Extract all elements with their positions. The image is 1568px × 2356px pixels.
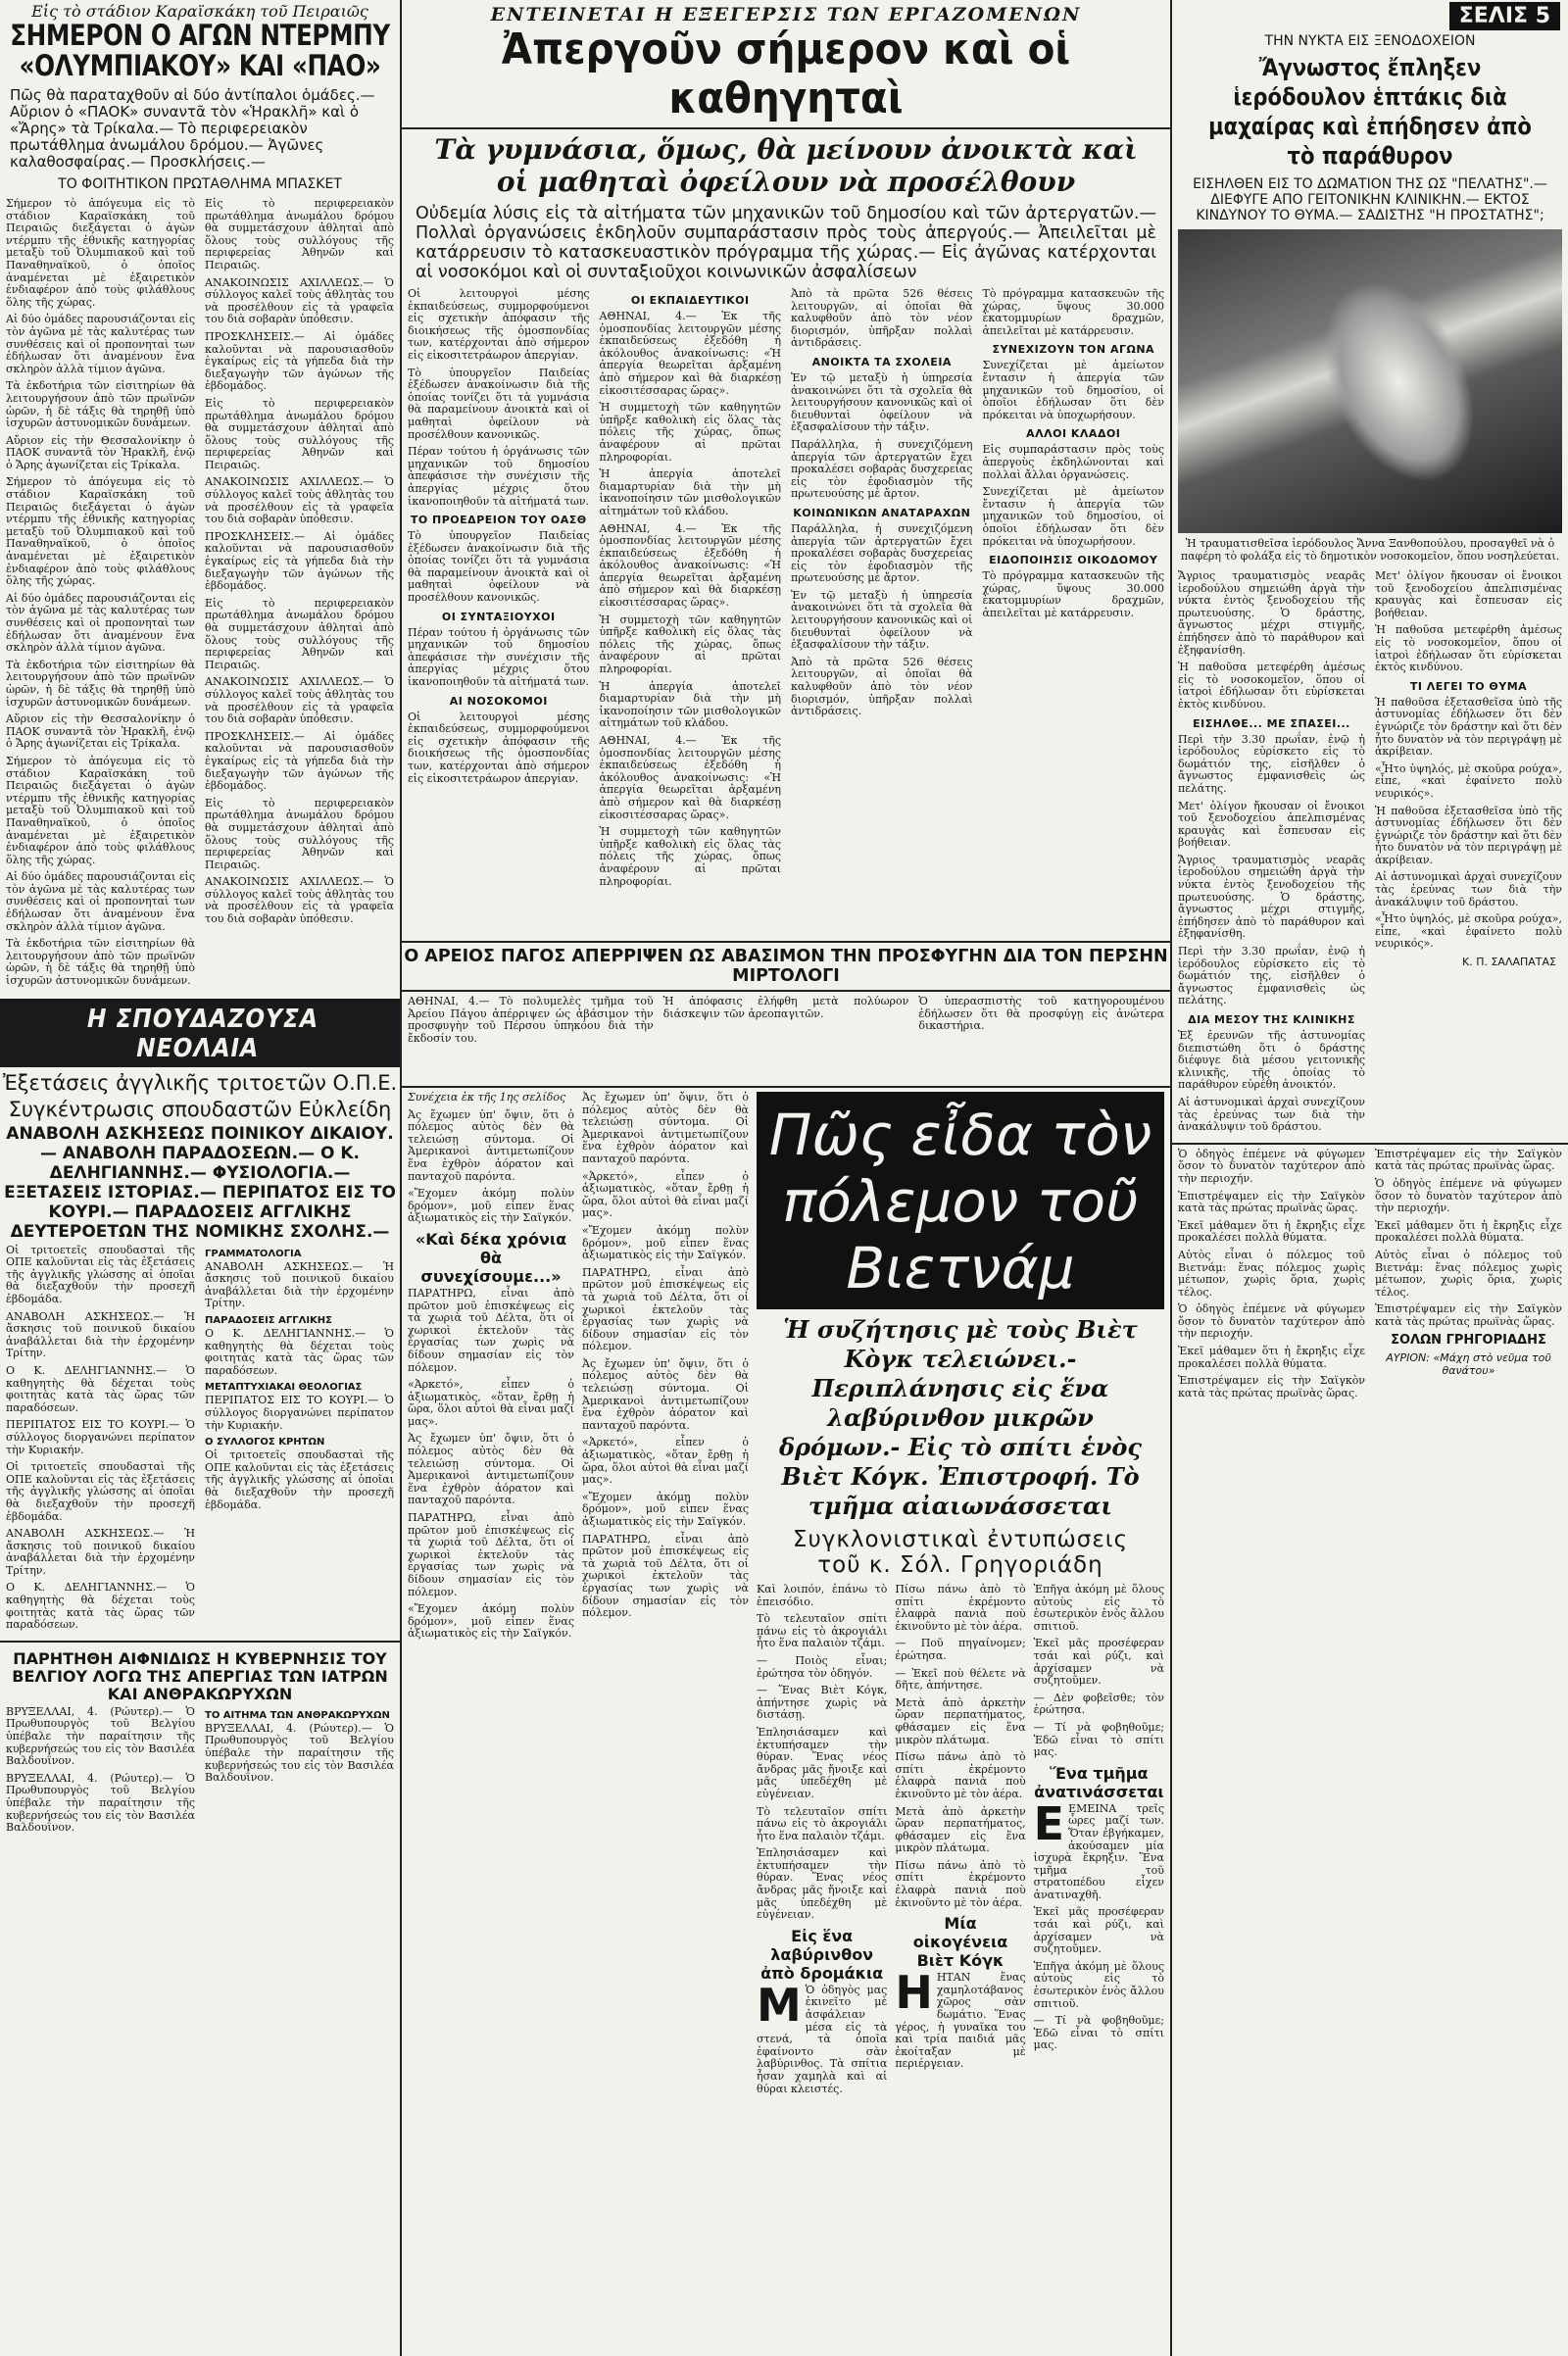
student-paragraph: Οἱ τριτοετεῖς σπουδασταὶ τῆς ΟΠΕ καλοῦνται εἰς τὰς ἐξετάσεις τῆς ἀγγλικῆς γλώσσης αἱ ὁποῖαι θὰ διεξαχθοῦν τὴν προσεχῆ ἑβδομάδα.	[6, 1243, 195, 1305]
hotel-paragraph: Περὶ τὴν 3.30 πρωΐαν, ἐνῷ ἡ ἱερόδουλος εὑρίσκετο εἰς τὸ δωμάτιόν της, εἰσῆλθεν ὁ ἄγνωστος ἐμφανισθεὶς ὡς πελάτης.	[1178, 945, 1365, 1007]
strikes-paragraph: Ἐν τῷ μεταξὺ ἡ ὑπηρεσία ἀνακοινώνει ὅτι τὰ σχολεῖα θὰ λειτουργήσουν κανονικῶς καὶ οἱ διευθυνταὶ ὀφείλουν νὰ ἐξασφαλίσουν τὴν τάξιν.	[791, 370, 973, 434]
strikes-paragraph: Πέραν τούτου ἡ ὀργάνωσις τῶν μηχανικῶν τοῦ δημοσίου ἀπεφάσισε τὴν συνέχισιν τῆς ἀπεργίας μέχρις ὅτου ἱκανοποιηθοῦν τὰ αἰτήματά των.	[408, 625, 590, 689]
strikes-paragraph: Ἐν τῷ μεταξὺ ἡ ὑπηρεσία ἀνακοινώνει ὅτι τὰ σχολεῖα θὰ λειτουργήσουν κανονικῶς καὶ οἱ διευθυνταὶ ὀφείλουν νὰ ἐξασφαλίσουν τὴν τάξιν.	[791, 588, 973, 652]
court-paragraph: Ὁ ὑπερασπιστὴς τοῦ κατηγορουμένου ἐδήλωσεν ὅτι θὰ προσφύγῃ εἰς ἀνώτερα δικαστήρια.	[918, 996, 1165, 1033]
vietnam-deck: Ἡ συζήτησις μὲ τοὺς Βιὲτ Κὸγκ τελειώνει.- Περιπλάνησις εἰς ἕνα λαβύρινθον μικρῶν δρόμων.- Εἰς τὸ σπίτι ἑνὸς Βιὲτ Κόγκ. Ἐπιστροφή. Τὸ τμῆμα αἰαιωνάσσεται	[779, 1315, 1142, 1520]
belgium-body	[0, 1706, 400, 1840]
vietnam-paragraph: Πίσω πάνω ἀπὸ τὸ σπίτι ἐκρέμοντο ἐλαφρὰ πανιὰ ποὺ ἐκινοῦντο μὲ τὸν ἀέρα.	[895, 1858, 1026, 1909]
sports-paragraph: Αἱ δύο ὁμάδες παρουσιάζονται εἰς τὸν ἀγῶνα μὲ τὰς καλυτέρας των συνθέσεις καὶ οἱ προπονηταὶ των ἐδήλωσαν ὅτι ἀναμένουν ἕνα σκληρὸν ἀλλὰ τίμιον ἀγῶνα.	[6, 313, 195, 375]
basket-subhead: ΤΟ ΦΟΙΤΗΤΙΚΟΝ ΠΡΩΤΑΘΛΗΜΑ ΜΠΑΣΚΕΤ	[58, 176, 342, 192]
vietnam-paragraph: «Ἀρκετό», εἶπεν ὁ ἀξιωματικὸς, «ὅταν ἔρθῃ ἡ ὥρα, ὅλοι αὐτοὶ θὰ εἶναι μαζί μας».	[582, 1169, 749, 1220]
strikes-paragraph: Τὸ πρόγραμμα κατασκευῶν τῆς χώρας, ὕψους 30.000 ἑκατομμυρίων δραχμῶν, ἀπειλεῖται μὲ κατάρρευσιν.	[982, 287, 1164, 337]
strikes-paragraph: Ἀπὸ τὰ πρῶτα 526 θέσεις λειτουργῶν, αἱ ὁποῖαι θὰ καλυφθοῦν ἀπὸ τὸν νέον διορισμόν, ὑπῆρξαν πολλαὶ ἀντιδράσεις.	[791, 287, 973, 350]
sports-paragraph: ΑΝΑΚΟΙΝΩΣΙΣ ΑΧΙΛΛΕΩΣ.— Ὁ σύλλογος καλεῖ τοὺς ἀθλητὰς του νὰ προσέλθουν εἰς τὰ γραφεῖα του διὰ σοβαρὰν ὑπόθεσιν.	[205, 475, 394, 526]
strikes-paragraph: Ἡ συμμετοχὴ τῶν καθηγητῶν ὑπῆρξε καθολικὴ εἰς ὅλας τὰς πόλεις τῆς χώρας, ὅπως ἀναφέρουν αἱ πρῶται πληροφορίαι.	[599, 401, 781, 464]
student-paragraph: ΑΝΑΒΟΛΗ ΑΣΚΗΣΕΩΣ.— Ἡ ἄσκησις τοῦ ποινικοῦ δικαίου ἀναβάλλεται διὰ τὴν ἐρχομένην Τρίτην.	[205, 1259, 394, 1310]
labyrinth-subhead: Εἰς ἕνα λαβύρινθον ἀπὸ δρομάκια	[760, 1926, 884, 1983]
continue-subhead: ΣΥΝΕΧΙΖΟΥΝ ΤΟΝ ΑΓΩΝΑ	[992, 343, 1155, 357]
other-branches-subhead: ΑΛΛΟΙ ΚΛΑΔΟΙ	[1026, 427, 1121, 441]
vietnam-intro-label: Συνέχεια ἐκ τῆς 1ης σελίδος	[408, 1091, 566, 1104]
vietnam-paragraph: Ἐπῆγα ἀκόμη μὲ ὅλους αὐτοὺς εἰς τὸ ἐσωτερικὸν ἑνὸς ἄλλου σπιτιοῦ.	[1033, 1583, 1164, 1633]
euclid-headline: Συγκέντρωσις σπουδαστῶν Εὐκλείδη	[8, 1097, 392, 1121]
vietnam-paragraph: Μετὰ ἀπὸ ἀρκετὴν ὥραν περπατήματος, φθάσαμεν εἰς ἕνα μικρὸν πλάτωμα.	[895, 1695, 1026, 1746]
photo-caption: Ἡ τραυματισθεῖσα ἱερόδουλος Ἄννα Ξανθοπούλου, προσαγθεῖ νὰ ὁ παφέρη τὸ φολάξα εἰς τὸ δημοτικὸν νοσοκομεῖον, ὅπου νοσηλεύεται.	[1180, 537, 1560, 563]
sports-paragraph: Εἰς τὸ περιφερειακὸν πρωτάθλημα ἀνωμάλου δρόμου θὰ συμμετάσχουν ἀθληταὶ ἀπὸ ὅλους τοὺς συλλόγους τῆς περιφερείας Ἀθηνῶν καὶ Πειραιῶς.	[205, 596, 394, 671]
vietnam-paragraph: «Ἔχομεν ἀκόμη πολὺν δρόμον», μοῦ εἶπεν ἕνας ἀξιωματικὸς εἰς τὴν Σαϊγκόν.	[582, 1223, 749, 1262]
strikes-paragraph: Τὸ ὑπουργεῖον Παιδείας ἐξέδωσεν ἀνακοίνωσιν διὰ τῆς ὁποίας τονίζει ὅτι τὰ γυμνάσια θὰ παραμείνουν ἀνοικτὰ καὶ οἱ μαθηταὶ ὀφείλουν νὰ προσέλθουν κανονικῶς.	[408, 529, 590, 605]
vietnam-paragraph: Ὁ ὁδηγὸς ἐπέμενε νὰ φύγωμεν ὅσον τὸ δυνατὸν ταχύτερον ἀπὸ τὴν περιοχήν.	[1375, 1176, 1562, 1215]
unrest-subhead: ΚΟΙΝΩΝΙΚΩΝ ΑΝΑΤΑΡΑΧΩΝ	[793, 506, 971, 519]
literature-subhead: ΓΡΑΜΜΑΤΟΛΟΓΙΑ	[205, 1248, 302, 1259]
hotel-paragraph: Αἱ ἀστυνομικαὶ ἀρχαὶ συνεχίζουν τὰς ἐρεύνας των διὰ τὴν ἀνακάλυψιν τοῦ δράστου.	[1178, 1095, 1365, 1134]
strikes-paragraph: Παράλληλα, ἡ συνεχιζόμενη ἀπεργία τῶν ἀρτεργατῶν ἔχει προκαλέσει σοβαρὰς δυσχερείας εἰς τὸν ἐφοδιασμὸν τῆς πρωτευούσης μὲ ἄρτον.	[791, 521, 973, 585]
belgium-paragraph: ΒΡΥΞΕΛΛΑΙ, 4. (Ρώυτερ).— Ὁ Πρωθυπουργὸς τοῦ Βελγίου ὑπέβαλε τὴν παραίτησιν τῆς κυβερνήσεώς του εἰς τὸν Βασιλέα Βαλδουΐνον.	[6, 1771, 195, 1835]
strikes-paragraph: Οἱ λειτουργοὶ μέσης ἐκπαιδεύσεως, συμμορφούμενοι εἰς σχετικὴν ἀπόφασιν τῆς διοικήσεως τῆς ὁμοσπονδίας των, κατέρχονται ἀπὸ σήμερον εἰς εἰκοσιτετράωρον ἀπεργίαν.	[408, 710, 590, 785]
vietnam-paragraph: Ἀς ἔχωμεν ὑπ' ὄψιν, ὅτι ὁ πόλεμος αὐτὸς δὲν θὰ τελειώσῃ σύντομα. Οἱ Ἀμερικανοὶ ἀντιμετωπίζουν ἕνα ἐχθρὸν ἀόρατον καὶ πανταχοῦ παρόντα.	[582, 1091, 749, 1165]
sports-paragraph: Εἰς τὸ περιφερειακὸν πρωτάθλημα ἀνωμάλου δρόμου θὰ συμμετάσχουν ἀθληταὶ ἀπὸ ὅλους τοὺς συλλόγους τῆς περιφερείας Ἀθηνῶν καὶ Πειραιῶς.	[205, 396, 394, 471]
ten-years-quote: «Καὶ δέκα χρόνια θὰ συνεχίσουμε...»	[415, 1229, 567, 1286]
strikes-paragraph: Ἡ ἀπεργία ἀποτελεῖ διαμαρτυρίαν διὰ τὴν μὴ ἱκανοποίησιν τῶν μισθολογικῶν αἰτημάτων τοῦ κλάδου.	[599, 679, 781, 730]
sports-paragraph: ΑΝΑΚΟΙΝΩΣΙΣ ΑΧΙΛΛΕΩΣ.— Ὁ σύλλογος καλεῖ τοὺς ἀθλητὰς του νὰ προσέλθουν εἰς τὰ γραφεῖα του διὰ σοβαρὰν ὑπόθεσιν.	[205, 675, 394, 726]
strikes-paragraph: Ἡ συμμετοχὴ τῶν καθηγητῶν ὑπῆρξε καθολικὴ εἰς ὅλας τὰς πόλεις τῆς χώρας, ὅπως ἀναφέρουν αἱ πρῶται πληροφορίαι.	[599, 613, 781, 676]
family-subhead: Μία οἰκογένεια Βιὲτ Κόγκ	[912, 1914, 1008, 1971]
dropcap-letter: Η	[895, 1966, 933, 2020]
sports-paragraph: Τὰ ἐκδοτήρια τῶν εἰσιτηρίων θὰ λειτουργήσουν ἀπὸ τῶν πρωϊνῶν ὡρῶν, ἡ δὲ τάξις θὰ τηρηθῇ ὑπὸ ἰσχυρῶν ἀστυνομικῶν δυνάμεων.	[6, 937, 195, 988]
sports-kicker: Εἰς τὸ στάδιον Καραϊσκάκη τοῦ Πειραιῶς	[31, 2, 368, 21]
strikes-deck: Οὐδεμία λύσις εἰς τὰ αἰτήματα τῶν μηχανικῶν τοῦ δημοσίου καὶ τῶν ἀρτεργατῶν.— Πολλαὶ ὀργανώσεις ἐκδηλοῦν συμπαράστασιν πρὸς τοὺς ἀπεργούς.— Ἀπειλεῖται μὲ κατάρρευσιν τὸ κατασκευαστικὸν πρόγραμμα τῆς χώρας.— Εἰς ἀγῶνας κατέρχονται αἱ νοσοκόμοι καὶ οἱ συνταξιοῦχοι κοινωνικῶν ἀσφαλίσεων	[416, 204, 1156, 282]
vietnam-headline: Πῶς εἶδα τὸν πόλεμον τοῦ Βιετνάμ	[768, 1102, 1152, 1301]
sports-paragraph: Σήμερον τὸ ἀπόγευμα εἰς τὸ στάδιον Καραϊσκάκη τοῦ Πειραιῶς διεξάγεται ὁ ἀγὼν ντέρμπυ τῆς ἐθνικῆς κατηγορίας μεταξὺ τοῦ Ὀλυμπιακοῦ καὶ τοῦ Παναθηναϊκοῦ, ὁ ὁποῖος ἀναμένεται μὲ ἐξαιρετικὸν ἐνδιαφέρον ἀπὸ τοὺς φιλάθλους ὅλης τῆς χώρας.	[6, 197, 195, 309]
vietnam-paragraph: «Ἔχομεν ἀκόμη πολὺν δρόμον», μοῦ εἶπεν ἕνας ἀξιωματικὸς εἰς τὴν Σαϊγκόν.	[408, 1602, 574, 1641]
strikes-paragraph: Ἀπὸ τὰ πρῶτα 526 θέσεις λειτουργῶν, αἱ ὁποῖαι θὰ καλυφθοῦν ἀπὸ τὸν νέον διορισμόν, ὑπῆρξαν πολλαὶ ἀντιδράσεις.	[791, 655, 973, 718]
student-paragraph: Ο Κ. ΔΕΛΗΓΙΑΝΝΗΣ.— Ὁ καθηγητὴς θὰ δέχεται τοὺς φοιτητὰς κατὰ τὰς ὥρας τῶν παραδόσεων.	[205, 1327, 394, 1377]
dropcap-letter: Μ	[757, 1978, 802, 2032]
strikes-paragraph: Πέραν τούτου ἡ ὀργάνωσις τῶν μηχανικῶν τοῦ δημοσίου ἀπεφάσισε τὴν συνέχισιν τῆς ἀπεργίας μέχρις ὅτου ἱκανοποιηθοῦν τὰ αἰτήματά των.	[408, 445, 590, 508]
areios-pagos-body	[402, 996, 1170, 1082]
strikes-paragraph: Παράλληλα, ἡ συνεχιζόμενη ἀπεργία τῶν ἀρτεργατῶν ἔχει προκαλέσει σοβαρὰς δυσχερείας εἰς τὸν ἐφοδιασμὸν τῆς πρωτευούσης μὲ ἄρτον.	[791, 437, 973, 501]
vietnam-paragraph: Μετὰ ἀπὸ ἀρκετὴν ὥραν περπατήματος, φθάσαμεν εἰς ἕνα μικρὸν πλάτωμα.	[895, 1804, 1026, 1855]
strikes-paragraph: Ἡ ἀπεργία ἀποτελεῖ διαμαρτυρίαν διὰ τὴν μὴ ἱκανοποίησιν τῶν μισθολογικῶν αἰτημάτων τοῦ κλάδου.	[599, 467, 781, 517]
strikes-headline: Ἀπεργοῦν σήμερον καὶ οἱ καθηγηταὶ	[501, 25, 1071, 123]
entered-subhead: ΕΙΣΗΛΘΕ... ΜΕ ΣΠΑΣΕΙ...	[1193, 716, 1350, 730]
hotel-paragraph: Ἡ παθοῦσα ἐξετασθεῖσα ὑπὸ τῆς ἀστυνομίας ἐδήλωσεν ὅτι δὲν ἐγνώριζε τὸν δράστην καὶ ὅτι δὲν ἦτο δυνατὸν νὰ τὸν περιγράψῃ μὲ ἀκρίβειαν.	[1375, 804, 1562, 866]
strikes-paragraph: Οἱ λειτουργοὶ μέσης ἐκπαιδεύσεως, συμμορφούμενοι εἰς σχετικὴν ἀπόφασιν τῆς διοικήσεως τῆς ὁμοσπονδίας των, κατέρχονται ἀπὸ σήμερον εἰς εἰκοσιτετράωρον ἀπεργίαν.	[408, 287, 590, 362]
vietnam-paragraph: Αὐτὸς εἶναι ὁ πόλεμος τοῦ Βιετνάμ: ἕνας πόλεμος χωρὶς μέτωπον, χωρὶς ὅρια, χωρὶς τέλος.	[1375, 1248, 1562, 1299]
left-column	[0, 0, 400, 2356]
student-paragraph: Ο Κ. ΔΕΛΗΓΙΑΝΝΗΣ.— Ὁ καθηγητὴς θὰ δέχεται τοὺς φοιτητὰς κατὰ τὰς ὥρας τῶν παραδόσεων.	[6, 1363, 195, 1414]
vietnam-paragraph: ΕΕΜΕΙΝΑ τρεῖς ὧρες μαζί των. Ὅταν ἐβγήκαμεν, ἀκούσαμεν μία ἰσχυρὰ ἔκρηξιν. Ἕνα τμῆμα τοῦ στρατοπέδου εἶχεν ἀνατιναχθῆ.	[1033, 1796, 1164, 1901]
strikes-paragraph: ΑΘΗΝΑΙ, 4.— Ἐκ τῆς ὁμοσπονδίας λειτουργῶν μέσης ἐκπαιδεύσεως ἐξεδόθη ἡ ἀκόλουθος ἀνακοίνωσις: «Ἡ ἀπεργία θεωρεῖται ἀρξαμένη ἀπὸ σήμερον καὶ θὰ διαρκέσῃ εἰκοσιτέσσαρας ὥρας».	[599, 521, 781, 610]
student-paragraph: ΑΝΑΒΟΛΗ ΑΣΚΗΣΕΩΣ.— Ἡ ἄσκησις τοῦ ποινικοῦ δικαίου ἀναβάλλεται διὰ τὴν ἐρχομένην Τρίτην.	[6, 1527, 195, 1577]
vietnam-paragraph: Πίσω πάνω ἀπὸ τὸ σπίτι ἐκρέμοντο ἐλαφρὰ πανιὰ ποὺ ἐκινοῦντο μὲ τὸν ἀέρα.	[895, 1750, 1026, 1800]
strikes-paragraph: Ἡ συμμετοχὴ τῶν καθηγητῶν ὑπῆρξε καθολικὴ εἰς ὅλας τὰς πόλεις τῆς χώρας, ὅπως ἀναφέρουν αἱ πρῶται πληροφορίαι.	[599, 825, 781, 888]
vietnam-paragraph: — Τί νὰ φοβηθοῦμε; Ἐδῶ εἶναι τὸ σπίτι μας.	[1033, 2014, 1164, 2052]
vietnam-paragraph: Αὐτὸς εἶναι ὁ πόλεμος τοῦ Βιετνάμ: ἕνας πόλεμος χωρὶς μέτωπον, χωρὶς ὅρια, χωρὶς τέλος.	[1178, 1248, 1365, 1299]
english-subhead: ΠΑΡΑΔΟΣΕΙΣ ΑΓΓΛΙΚΗΣ	[205, 1315, 333, 1326]
student-section-band: Η ΣΠΟΥΔΑΖΟΥΣΑ ΝΕΟΛΑΙΑ	[0, 999, 400, 1067]
belgium-paragraph: ΒΡΥΞΕΛΛΑΙ, 4. (Ρώυτερ).— Ὁ Πρωθυπουργὸς τοῦ Βελγίου ὑπέβαλε τὴν παραίτησιν τῆς κυβερνήσεώς του εἰς τὸν Βασιλέα Βαλδουΐνον.	[6, 1704, 195, 1768]
hotel-paragraph: «Ἦτο ὑψηλός, μὲ σκοῦρα ρούχα», εἶπε, «καὶ ἐφαίνετο πολὺ νευρικός».	[1375, 912, 1562, 951]
strikes-paragraph: Συνεχίζεται μὲ ἀμείωτον ἔντασιν ἡ ἀπεργία τῶν μηχανικῶν τοῦ δημοσίου, οἱ ὁποῖοι ἐδήλωσαν ὅτι δὲν πρόκειται νὰ ὑποχωρήσουν.	[982, 359, 1164, 421]
hotel-paragraph: Ἡ παθοῦσα ἐξετασθεῖσα ὑπὸ τῆς ἀστυνομίας ἐδήλωσεν ὅτι δὲν ἐγνώριζε τὸν δράστην καὶ ὅτι δὲν ἦτο δυνατὸν νὰ τὸν περιγράψῃ μὲ ἀκρίβειαν.	[1375, 695, 1562, 759]
center-column	[402, 0, 1170, 2356]
miners-subhead: ΤΟ ΑΙΤΗΜΑ ΤΩΝ ΑΝΘΡΑΚΩΡΥΧΩΝ	[205, 1709, 390, 1721]
vietnam-paragraph: Τὸ τελευταῖον σπίτι πάνω εἰς τὸ ἀκρογιάλι ἦτο ἕνα παλαιὸν τζάμι.	[757, 1612, 888, 1650]
vietnam-paragraph: ΠΑΡΑΤΗΡΩ, εἶναι ἀπὸ πρῶτον μοῦ ἐπισκέψεως εἰς τὰ χωριὰ τοῦ Δέλτα, ὅτι οἱ χωρικοὶ ἐκτελοῦν τὰς ἐργασίας των χωρὶς νὰ δίδουν σημασίαν εἰς τὸν πόλεμον.	[408, 1286, 574, 1374]
vietnam-paragraph: Ἐκεῖ μάθαμεν ὅτι ἡ ἔκρηξις εἶχε προκαλέσει πολλὰ θύματα.	[1178, 1218, 1365, 1245]
vietnam-paragraph: Ἐκεῖ μάθαμεν ὅτι ἡ ἔκρηξις εἶχε προκαλέσει πολλὰ θύματα.	[1375, 1218, 1562, 1245]
vietnam-paragraph: — Ποῦ πηγαίνομεν; ἐρώτησα.	[895, 1637, 1026, 1662]
vietnam-paragraph: Ἀς ἔχωμεν ὑπ' ὄψιν, ὅτι ὁ πόλεμος αὐτὸς δὲν θὰ τελειώσῃ σύντομα. Οἱ Ἀμερικανοὶ ἀντιμετωπίζουν ἕνα ἐχθρὸν ἀόρατον καὶ πανταχοῦ παρόντα.	[408, 1432, 574, 1507]
vietnam-paragraph: Ἐπλησιάσαμεν καὶ ἐκτυπήσαμεν τὴν θύραν. Ἕνας νέος ἄνδρας μᾶς ἤνοιξε καὶ μᾶς ὑπεδέχθη μὲ εὐγένειαν.	[757, 1846, 888, 1922]
hotel-paragraph: Ἄγριος τραυματισμὸς νεαρᾶς ἱεροδούλου σημειώθη ἀργὰ τὴν νύκτα ἐντὸς ξενοδοχείου τῆς πρωτευούσης. Ὁ δράστης, ἄγνωστος μέχρι στιγμῆς, ἐπήδησεν ἀπὸ τὸ παράθυρον καὶ ἐξηφανίσθη.	[1178, 569, 1365, 657]
vietnam-paragraph: ΠΑΡΑΤΗΡΩ, εἶναι ἀπὸ πρῶτον μοῦ ἐπισκέψεως εἰς τὰ χωριὰ τοῦ Δέλτα, ὅτι οἱ χωρικοὶ ἐκτελοῦν τὰς ἐργασίας των χωρὶς νὰ δίδουν σημασίαν εἰς τὸν πόλεμον.	[582, 1532, 749, 1620]
vietnam-paragraph: Ἐπλησιάσαμεν καὶ ἐκτυπήσαμεν τὴν θύραν. Ἕνας νέος ἄνδρας μᾶς ἤνοιξε καὶ μᾶς ὑπεδέχθη μὲ εὐγένειαν.	[757, 1725, 888, 1800]
vietnam-paragraph: Ἐκεῖ μᾶς προσέφεραν τσάι καὶ ρύζι, καὶ ἀρχίσαμεν νὰ συζητοῦμεν.	[1033, 1905, 1164, 1956]
vietnam-paragraph: Ὁ ὁδηγὸς ἐπέμενε νὰ φύγωμεν ὅσον τὸ δυνατὸν ταχύτερον ἀπὸ τὴν περιοχήν.	[1178, 1302, 1365, 1341]
vietnam-paragraph: Ἐπιστρέψαμεν εἰς τὴν Σαϊγκὸν κατὰ τὰς πρώτας πρωϊνὰς ὥρας.	[1375, 1147, 1562, 1173]
sports-paragraph: ΠΡΟΣΚΛΗΣΕΙΣ.— Αἱ ὁμάδες καλοῦνται νὰ παρουσιασθοῦν ἐγκαίρως εἰς τὰ γήπεδα διὰ τὴν διεξαγωγὴν τῶν ἀγώνων τῆς ἑβδομάδος.	[205, 529, 394, 593]
derby-deck: Πῶς θὰ παραταχθοῦν αἱ δύο ἀντίπαλοι ὁμάδες.— Αὔριον ὁ «ΠΑΟΚ» συναντᾶ τὸν «Ἡρακλῆ» καὶ ὁ «Ἄρης» τὰ Τρίκαλα.— Τὸ περιφερειακὸν πρωτάθλημα ἀνωμάλου δρόμου.— Ἀγῶνες καλαθοσφαίρας.— Προσκλήσεις.—	[10, 86, 375, 171]
sports-paragraph: Σήμερον τὸ ἀπόγευμα εἰς τὸ στάδιον Καραϊσκάκη τοῦ Πειραιῶς διεξάγεται ὁ ἀγὼν ντέρμπυ τῆς ἐθνικῆς κατηγορίας μεταξὺ τοῦ Ὀλυμπιακοῦ καὶ τοῦ Παναθηναϊκοῦ, ὁ ὁποῖος ἀναμένεται μὲ ἐξαιρετικὸν ἐνδιαφέρον ἀπὸ τοὺς φιλάθλους ὅλης τῆς χώρας.	[6, 475, 195, 588]
hotel-paragraph: Περὶ τὴν 3.30 πρωΐαν, ἐνῷ ἡ ἱερόδουλος εὑρίσκετο εἰς τὸ δωμάτιόν της, εἰσῆλθεν ὁ ἄγνωστος ἐμφανισθεὶς ὡς πελάτης.	[1178, 732, 1365, 795]
dropcap-letter: Ε	[1033, 1796, 1065, 1850]
vietnam-paragraph: Ἐπιστρέψαμεν εἰς τὴν Σαϊγκὸν κατὰ τὰς πρώτας πρωϊνὰς ὥρας.	[1375, 1302, 1562, 1328]
tomorrow-teaser: ΑΥΡΙΟΝ: «Μάχη στὸ νεῦμα τοῦ θανάτου»	[1386, 1351, 1551, 1378]
student-paragraph: ΠΕΡΙΠΑΤΟΣ ΕΙΣ ΤΟ ΚΟΥΡΙ.— Ὁ σύλλογος διοργανώνει περίπατον τὴν Κυριακήν.	[6, 1418, 195, 1456]
vietnam-paragraph: Τὸ τελευταῖον σπίτι πάνω εἰς τὸ ἀκρογιάλι ἦτο ἕνα παλαιὸν τζάμι.	[757, 1804, 888, 1842]
vietnam-paragraph: Ἐκεῖ μάθαμεν ὅτι ἡ ἔκρηξις εἶχε προκαλέσει πολλὰ θύματα.	[1178, 1345, 1365, 1370]
vietnam-paragraph: Καὶ λοιπόν, ἐπάνω τὸ ἐπεισόδιο.	[757, 1583, 888, 1608]
sports-paragraph: ΠΡΟΣΚΛΗΣΕΙΣ.— Αἱ ὁμάδες καλοῦνται νὰ παρουσιασθοῦν ἐγκαίρως εἰς τὰ γήπεδα διὰ τὴν διεξαγωγὴν τῶν ἀγώνων τῆς ἑβδομάδος.	[205, 329, 394, 393]
belgium-headline: ΠΑΡΗΤΗΘΗ ΑΙΦΝΙΔΙΩΣ Η ΚΥΒΕΡΝΗΣΙΣ ΤΟΥ ΒΕΛΓΙΟΥ ΛΟΓΩ ΤΗΣ ΑΠΕΡΓΙΑΣ ΤΩΝ ΙΑΤΡΩΝ ΚΑΙ ΑΝΘΡΑΚΩΡΥΧΩΝ	[12, 1648, 388, 1703]
student-paragraph: Οἱ τριτοετεῖς σπουδασταὶ τῆς ΟΠΕ καλοῦνται εἰς τὰς ἐξετάσεις τῆς ἀγγλικῆς γλώσσης αἱ ὁποῖαι θὰ διεξαχθοῦν τὴν προσεχῆ ἑβδομάδα.	[205, 1448, 394, 1511]
hotel-kicker: ΤΗΝ ΝΥΚΤΑ ΕΙΣ ΞΕΝΟΔΟΧΕΙΟΝ	[1264, 33, 1476, 49]
right-column	[1172, 0, 1568, 2356]
nurses-subhead: ΑΙ ΝΟΣΟΚΟΜΟΙ	[449, 694, 548, 708]
exams-headline: Ἐξετάσεις ἀγγλικῆς τριτοετῶν Ο.Π.Ε.	[2, 1070, 398, 1095]
vietnam-paragraph: — Τί νὰ φοβηθοῦμε; Ἐδῶ εἶναι τὸ σπίτι μας.	[1033, 1720, 1164, 1759]
hotel-headline: Ἄγνωστος ἔπληξεν ἱερόδουλον ἑπτάκις διὰ μαχαίρας καὶ ἐπήδησεν ἀπὸ τὸ παράθυρον	[1208, 54, 1532, 170]
sports-paragraph: Αἱ δύο ὁμάδες παρουσιάζονται εἰς τὸν ἀγῶνα μὲ τὰς καλυτέρας των συνθέσεις καὶ οἱ προπονηταὶ των ἐδήλωσαν ὅτι ἀναμένουν ἕνα σκληρὸν ἀλλὰ τίμιον ἀγῶνα.	[6, 870, 195, 933]
hotel-paragraph: Ἡ παθοῦσα μετεφέρθη ἀμέσως εἰς τὸ νοσοκομεῖον, ὅπου οἱ ἰατροὶ ἐδήλωσαν ὅτι εὑρίσκεται ἐκτὸς κινδύνου.	[1178, 661, 1365, 711]
hotel-paragraph: Ἡ παθοῦσα μετεφέρθη ἀμέσως εἰς τὸ νοσοκομεῖον, ὅπου οἱ ἰατροὶ ἐδήλωσαν ὅτι εὑρίσκεται ἐκτὸς κινδύνου.	[1375, 623, 1562, 674]
vietnam-paragraph: Πίσω πάνω ἀπὸ τὸ σπίτι ἐκρέμοντο ἐλαφρὰ πανιὰ ποὺ ἐκινοῦντο μὲ τὸν ἀέρα.	[895, 1583, 1026, 1633]
theology-subhead: ΜΕΤΑΠΤΥΧΙΑΚΑΙ ΘΕΟΛΟΓΙΑΣ	[205, 1382, 363, 1394]
court-paragraph: ΑΘΗΝΑΙ, 4.— Τὸ πολυμελὲς τμῆμα τοῦ Ἀρείου Πάγου ἀπέρριψεν ὡς ἀβάσιμον τὴν προσφυγὴν τοῦ Πέρσου ὑπηκόου διὰ τὴν ἔκδοσίν του.	[408, 996, 654, 1045]
vietnam-paragraph: — Ἐκεῖ ποὺ θέλετε νὰ δῆτε, ἀπήντησε.	[895, 1666, 1026, 1693]
vietnam-paragraph: Ἐκεῖ μᾶς προσέφεραν τσάι καὶ ρύζι, καὶ ἀρχίσαμεν νὰ συζητοῦμεν.	[1033, 1637, 1164, 1688]
pensioners-subhead: ΟΙ ΣΥΝΤΑΞΙΟΥΧΟΙ	[441, 610, 556, 623]
vietnam-headline-box	[757, 1092, 1164, 1309]
strikes-paragraph: Εἰς συμπαράστασιν πρὸς τοὺς ἀπεργοὺς ἐκδηλώνονται καὶ πολλαὶ ἄλλαι ὀργανώσεις.	[982, 443, 1164, 481]
vietnam-paragraph: «Ἀρκετό», εἶπεν ὁ ἀξιωματικὸς, «ὅταν ἔρθῃ ἡ ὥρα, ὅλοι αὐτοὶ θὰ εἶναι μαζί μας».	[582, 1436, 749, 1487]
teachers-subhead: ΟΙ ΕΚΠΑΙΔΕΥΤΙΚΟΙ	[630, 294, 750, 307]
strikes-paragraph: Τὸ ὑπουργεῖον Παιδείας ἐξέδωσεν ἀνακοίνωσιν διὰ τῆς ὁποίας τονίζει ὅτι τὰ γυμνάσια θὰ παραμείνουν ἀνοικτὰ καὶ οἱ μαθηταὶ ὀφείλουν νὰ προσέλθουν κανονικῶς.	[408, 366, 590, 441]
victim-says-subhead: ΤΙ ΛΕΓΕΙ ΤΟ ΘΥΜΑ	[1409, 679, 1528, 693]
student-body	[0, 1245, 400, 1637]
schools-open-subhead: ΑΝΟΙΚΤΑ ΤΑ ΣΧΟΛΕΙΑ	[811, 355, 952, 368]
sports-paragraph: Τὰ ἐκδοτήρια τῶν εἰσιτηρίων θὰ λειτουργήσουν ἀπὸ τῶν πρωϊνῶν ὡρῶν, ἡ δὲ τάξις θὰ τηρηθῇ ὑπὸ ἰσχυρῶν ἀστυνομικῶν δυνάμεων.	[6, 379, 195, 430]
sports-paragraph: Εἰς τὸ περιφερειακὸν πρωτάθλημα ἀνωμάλου δρόμου θὰ συμμετάσχουν ἀθληταὶ ἀπὸ ὅλους τοὺς συλλόγους τῆς περιφερείας Ἀθηνῶν καὶ Πειραιῶς.	[205, 796, 394, 871]
strikes-paragraph: Συνεχίζεται μὲ ἀμείωτον ἔντασιν ἡ ἀπεργία τῶν μηχανικῶν τοῦ δημοσίου, οἱ ὁποῖοι ἐδήλωσαν ὅτι δὲν πρόκειται νὰ ὑποχωρήσουν.	[982, 485, 1164, 548]
student-paragraph: ΠΕΡΙΠΑΤΟΣ ΕΙΣ ΤΟ ΚΟΥΡΙ.— Ὁ σύλλογος διοργανώνει περίπατον τὴν Κυριακήν.	[205, 1394, 394, 1432]
vietnam-paragraph: ΠΑΡΑΤΗΡΩ, εἶναι ἀπὸ πρῶτον μοῦ ἐπισκέψεως εἰς τὰ χωριὰ τοῦ Δέλτα, ὅτι οἱ χωρικοὶ ἐκτελοῦν τὰς ἐργασίας των χωρὶς νὰ δίδουν σημασίαν εἰς τὸν πόλεμον.	[408, 1511, 574, 1598]
hotel-paragraph: Μετ' ὀλίγον ἤκουσαν οἱ ἔνοικοι τοῦ ξενοδοχείου ἀπελπισμένας κραυγὰς καὶ ἔσπευσαν εἰς βοήθειαν.	[1375, 569, 1562, 619]
page-number-badge: ΣΕΛΙΣ 5	[1449, 2, 1560, 30]
vietnam-paragraph: Ἐπῆγα ἀκόμη μὲ ὅλους αὐτοὺς εἰς τὸ ἐσωτερικὸν ἑνὸς ἄλλου σπιτιοῦ.	[1033, 1959, 1164, 2010]
vietnam-paragraph: «Ἀρκετό», εἶπεν ὁ ἀξιωματικὸς, «ὅταν ἔρθῃ ἡ ὥρα, ὅλοι αὐτοὶ θὰ εἶναι μαζί μας».	[408, 1378, 574, 1428]
sports-paragraph: ΑΝΑΚΟΙΝΩΣΙΣ ΑΧΙΛΛΕΩΣ.— Ὁ σύλλογος καλεῖ τοὺς ἀθλητὰς του νὰ προσέλθουν εἰς τὰ γραφεῖα του διὰ σοβαρὰν ὑπόθεσιν.	[205, 275, 394, 326]
clinic-subhead: ΔΙΑ ΜΕΣΟΥ ΤΗΣ ΚΛΙΝΙΚΗΣ	[1188, 1013, 1355, 1026]
sports-paragraph: ΑΝΑΚΟΙΝΩΣΙΣ ΑΧΙΛΛΕΩΣ.— Ὁ σύλλογος καλεῖ τοὺς ἀθλητὰς του νὰ προσέλθουν εἰς τὰ γραφεῖα του διὰ σοβαρὰν ὑπόθεσιν.	[205, 875, 394, 926]
hotel-byline: Κ. Π. ΣΑΛΑΠΑΤΑΣ	[1462, 956, 1556, 969]
victim-photo	[1178, 229, 1562, 533]
builder-subhead: ΕΙΔΟΠΟΙΗΣΙΣ ΟΙΚΟΔΟΜΟΥ	[989, 554, 1158, 567]
areios-pagos-headline: Ο ΑΡΕΙΟΣ ΠΑΓΟΣ ΑΠΕΡΡΙΨΕΝ ΩΣ ΑΒΑΣΙΜΟΝ ΤΗΝ ΠΡΟΣΦΥΓΗΝ ΔΙΑ ΤΟΝ ΠΕΡΣΗΝ ΜΙΡΤΟΛΟΓΙ	[402, 941, 1170, 992]
student-paragraph: Οἱ τριτοετεῖς σπουδασταὶ τῆς ΟΠΕ καλοῦνται εἰς τὰς ἐξετάσεις τῆς ἀγγλικῆς γλώσσης αἱ ὁποῖαι θὰ διεξαχθοῦν τὴν προσεχῆ ἑβδομάδα.	[6, 1460, 195, 1523]
derby-headline: ΣΗΜΕΡΟΝ Ο ΑΓΩΝ ΝΤΕΡΜΠΥ «ΟΛΥΜΠΙΑΚΟΥ» ΚΑΙ «ΠΑΟ»	[10, 19, 390, 82]
sports-body	[0, 198, 400, 993]
hotel-body	[1172, 570, 1568, 1139]
vietnam-paragraph: Ἐπιστρέψαμεν εἰς τὴν Σαϊγκὸν κατὰ τὰς πρώτας πρωϊνὰς ὥρας.	[1178, 1189, 1365, 1215]
strikes-paragraph: Τὸ πρόγραμμα κατασκευῶν τῆς χώρας, ὕψους 30.000 ἑκατομμυρίων δραχμῶν, ἀπειλεῖται μὲ κατάρρευσιν.	[982, 569, 1164, 619]
sports-paragraph: Αὔριον εἰς τὴν Θεσσαλονίκην ὁ ΠΑΟΚ συναντᾶ τὸν Ἡρακλῆ, ἐνῷ ὁ Ἄρης ἀγωνίζεται εἰς Τρίκαλα.	[6, 712, 195, 751]
vietnam-author: ΣΟΛΩΝ ΓΡΗΓΟΡΙΑΔΗΣ	[1391, 1333, 1546, 1349]
vietnam-paragraph: — Δὲν φοβεῖσθε; τὸν ἐρώτησα.	[1033, 1691, 1164, 1717]
court-paragraph: Ἡ ἀπόφασις ἐλήφθη μετὰ πολύωρον διάσκεψιν τῶν ἀρεοπαγιτῶν.	[662, 996, 909, 1020]
vietnam-paragraph: Ὁ ὁδηγὸς ἐπέμενε νὰ φύγωμεν ὅσον τὸ δυνατὸν ταχύτερον ἀπὸ τὴν περιοχήν.	[1178, 1147, 1365, 1185]
vietnam-paragraph: «Ἔχομεν ἀκόμη πολὺν δρόμον», μοῦ εἶπεν ἕνας ἀξιωματικὸς εἰς τὴν Σαϊγκόν.	[408, 1187, 574, 1225]
hotel-paragraph: Ἐξ ἐρευνῶν τῆς ἀστυνομίας διεπιστώθη ὅτι ὁ δράστης διέφυγε διὰ μέσου γειτονικῆς κλινικῆς, τῆς ὁποίας τὸ παράθυρον εὑρέθη ἀνοικτόν.	[1178, 1029, 1365, 1092]
strikes-paragraph: ΑΘΗΝΑΙ, 4.— Ἐκ τῆς ὁμοσπονδίας λειτουργῶν μέσης ἐκπαιδεύσεως ἐξεδόθη ἡ ἀκόλουθος ἀνακοίνωσις: «Ἡ ἀπεργία θεωρεῖται ἀρξαμένη ἀπὸ σήμερον καὶ θὰ διαρκέσῃ εἰκοσιτέσσαρας ὥρας».	[599, 310, 781, 397]
hotel-paragraph: Αἱ ἀστυνομικαὶ ἀρχαὶ συνεχίζουν τὰς ἐρεύνας των διὰ τὴν ἀνακάλυψιν τοῦ δράστου.	[1375, 870, 1562, 908]
sports-paragraph: Τὰ ἐκδοτήρια τῶν εἰσιτηρίων θὰ λειτουργήσουν ἀπὸ τῶν πρωϊνῶν ὡρῶν, ἡ δὲ τάξις θὰ τηρηθῇ ὑπὸ ἰσχυρῶν ἀστυνομικῶν δυνάμεων.	[6, 658, 195, 709]
sports-paragraph: Εἰς τὸ περιφερειακὸν πρωτάθλημα ἀνωμάλου δρόμου θὰ συμμετάσχουν ἀθληταὶ ἀπὸ ὅλους τοὺς συλλόγους τῆς περιφερείας Ἀθηνῶν καὶ Πειραιῶς.	[205, 197, 394, 271]
hotel-paragraph: «Ἦτο ὑψηλός, μὲ σκοῦρα ρούχα», εἶπε, «καὶ ἐφαίνετο πολὺ νευρικός».	[1375, 761, 1562, 800]
belgium-paragraph: ΒΡΥΞΕΛΛΑΙ, 4. (Ρώυτερ).— Ὁ Πρωθυπουργὸς τοῦ Βελγίου ὑπέβαλε τὴν παραίτησιν τῆς κυβερνήσεώς του εἰς τὸν Βασιλέα Βαλδουΐνον.	[205, 1721, 394, 1785]
vietnam-paragraph: Μ Ὁ ὁδηγὸς μας ἐκινεῖτο μὲ ἀσφάλειαν μέσα εἰς τὰ στενά, τὰ ὁποῖα ἐφαίνοντο σὰν λαβύρινθος. Τὰ σπίτια ἦσαν χαμηλὰ καὶ αἱ θύραι κλειστές.	[757, 1978, 888, 2095]
cretans-subhead: Ο ΣΥΛΛΟΓΟΣ ΚΡΗΤΩΝ	[205, 1437, 325, 1448]
vietnam-paragraph: ΗΗΤΑΝ ἕνας χαμηλοτάβανος χῶρος σὰν δωμάτιο. Ἕνας γέρος, ἡ γυναῖκα του καὶ τρία παιδιά μᾶς ἐκοίταξαν μὲ περιέργειαν.	[895, 1966, 1026, 2071]
vietnam-paragraph: ΠΑΡΑΤΗΡΩ, εἶναι ἀπὸ πρῶτον μοῦ ἐπισκέψεως εἰς τὰ χωριὰ τοῦ Δέλτα, ὅτι οἱ χωρικοὶ ἐκτελοῦν τὰς ἐργασίας των χωρὶς νὰ δίδουν σημασίαν εἰς τὸν πόλεμον.	[582, 1265, 749, 1353]
sports-paragraph: Σήμερον τὸ ἀπόγευμα εἰς τὸ στάδιον Καραϊσκάκη τοῦ Πειραιῶς διεξάγεται ὁ ἀγὼν ντέρμπυ τῆς ἐθνικῆς κατηγορίας μεταξὺ τοῦ Ὀλυμπιακοῦ καὶ τοῦ Παναθηναϊκοῦ, ὁ ὁποῖος ἀναμένεται μὲ ἐξαιρετικὸν ἐνδιαφέρον ἀπὸ τοὺς φιλάθλους ὅλης τῆς χώρας.	[6, 754, 195, 866]
vietnam-paragraph: «Ἔχομεν ἀκόμη πολὺν δρόμον», μοῦ εἶπεν ἕνας ἀξιωματικὸς εἰς τὴν Σαϊγκόν.	[582, 1490, 749, 1528]
strikes-paragraph: ΑΘΗΝΑΙ, 4.— Ἐκ τῆς ὁμοσπονδίας λειτουργῶν μέσης ἐκπαιδεύσεως ἐξεδόθη ἡ ἀκόλουθος ἀνακοίνωσις: «Ἡ ἀπεργία θεωρεῖται ἀρξαμένη ἀπὸ σήμερον καὶ θὰ διαρκέσῃ εἰκοσιτέσσαρας ὥρας».	[599, 734, 781, 821]
unit-explodes-subhead: Ἕνα τμῆμα ἀνατινάσσεται	[1034, 1763, 1164, 1801]
vietnam-continued	[1172, 1149, 1568, 1405]
vietnam-paragraph: Ἀς ἔχωμεν ὑπ' ὄψιν, ὅτι ὁ πόλεμος αὐτὸς δὲν θὰ τελειώσῃ σύντομα. Οἱ Ἀμερικανοὶ ἀντιμετωπίζουν ἕνα ἐχθρὸν ἀόρατον καὶ πανταχοῦ παρόντα.	[408, 1107, 574, 1183]
student-paragraph: Ο Κ. ΔΕΛΗΓΙΑΝΝΗΣ.— Ὁ καθηγητὴς θὰ δέχεται τοὺς φοιτητὰς κατὰ τὰς ὥρας τῶν παραδόσεων.	[6, 1581, 195, 1632]
vietnam-paragraph: — Ἕνας Βιὲτ Κόγκ, ἀπήντησε χωρὶς νὰ διστάσῃ.	[757, 1684, 888, 1722]
law-school-deck: ΑΝΑΒΟΛΗ ΑΣΚΗΣΕΩΣ ΠΟΙΝΙΚΟΥ ΔΙΚΑΙΟΥ.— ΑΝΑΒΟΛΗ ΠΑΡΑΔΟΣΕΩΝ.— Ο Κ. ΔΕΛΗΓΙΑΝΝΗΣ.— ΦΥΣΙΟΛΟΓΙΑ.— ΕΞΕΤΑΣΕΙΣ ΙΣΤΟΡΙΑΣ.— ΠΕΡΙΠΑΤΟΣ ΕΙΣ ΤΟ ΚΟΥΡΙ.— ΠΑΡΑΔΟΣΕΙΣ ΑΓΓΛΙΚΗΣ ΔΕΥΤΕΡΟΕΤΩΝ ΤΗΣ ΝΟΜΙΚΗΣ ΣΧΟΛΗΣ.—	[4, 1123, 396, 1242]
vietnam-byline: Συγκλονιστικαὶ ἐντυπώσεις τοῦ κ. Σόλ. Γρηγοριάδη	[792, 1527, 1129, 1578]
sports-paragraph: ΠΡΟΣΚΛΗΣΕΙΣ.— Αἱ ὁμάδες καλοῦνται νὰ παρουσιασθοῦν ἐγκαίρως εἰς τὰ γήπεδα διὰ τὴν διεξαγωγὴν τῶν ἀγώνων τῆς ἑβδομάδος.	[205, 729, 394, 793]
oasth-subhead: ΤΟ ΠΡΟΕΔΡΕΙΟΝ ΤΟΥ ΟΑΣΘ	[410, 514, 587, 527]
strikes-kicker: ΕΝΤΕΙΝΕΤΑΙ Η ΕΞΕΓΕΡΣΙΣ ΤΩΝ ΕΡΓΑΖΟΜΕΝΩΝ	[490, 4, 1082, 25]
vietnam-paragraph: Ἀς ἔχωμεν ὑπ' ὄψιν, ὅτι ὁ πόλεμος αὐτὸς δὲν θὰ τελειώσῃ σύντομα. Οἱ Ἀμερικανοὶ ἀντιμετωπίζουν ἕνα ἐχθρὸν ἀόρατον καὶ πανταχοῦ παρόντα.	[582, 1356, 749, 1432]
sports-paragraph: Αὔριον εἰς τὴν Θεσσαλονίκην ὁ ΠΑΟΚ συναντᾶ τὸν Ἡρακλῆ, ἐνῷ ὁ Ἄρης ἀγωνίζεται εἰς Τρίκαλα.	[6, 433, 195, 471]
sports-paragraph: Αἱ δύο ὁμάδες παρουσιάζονται εἰς τὸν ἀγῶνα μὲ τὰς καλυτέρας των συνθέσεις καὶ οἱ προπονηταὶ των ἐδήλωσαν ὅτι ἀναμένουν ἕνα σκληρὸν ἀλλὰ τίμιον ἀγῶνα.	[6, 591, 195, 655]
strikes-body	[402, 288, 1170, 935]
hotel-paragraph: Ἄγριος τραυματισμὸς νεαρᾶς ἱεροδούλου σημειώθη ἀργὰ τὴν νύκτα ἐντὸς ξενοδοχείου τῆς πρωτευούσης. Ὁ δράστης, ἄγνωστος μέχρι στιγμῆς, ἐπήδησεν ἀπὸ τὸ παράθυρον καὶ ἐξηφανίσθη.	[1178, 853, 1365, 941]
hotel-paragraph: Μετ' ὀλίγον ἤκουσαν οἱ ἔνοικοι τοῦ ξενοδοχείου ἀπελπισμένας κραυγὰς καὶ ἔσπευσαν εἰς βοήθειαν.	[1178, 799, 1365, 850]
hotel-deck: ΕΙΣΗΛΘΕΝ ΕΙΣ ΤΟ ΔΩΜΑΤΙΟΝ ΤΗΣ ΩΣ "ΠΕΛΑΤΗΣ".— ΔΙΕΦΥΓΕ ΑΠΟ ΓΕΙΤΟΝΙΚΗΝ ΚΛΙΝΙΚΗΝ.— ΕΚΤΟΣ ΚΙΝΔΥΝΟΥ ΤΟ ΘΥΜΑ.— ΣΑΔΙΣΤΗΣ "Η ΠΡΟΣΤΑΤΗΣ";	[1193, 176, 1547, 223]
vietnam-paragraph: — Ποιὸς εἶναι; ἐρώτησα τὸν ὁδηγόν.	[757, 1653, 888, 1680]
vietnam-top	[402, 1092, 1170, 2100]
vietnam-paragraph: Ἐπιστρέψαμεν εἰς τὴν Σαϊγκὸν κατὰ τὰς πρώτας πρωϊνὰς ὥρας.	[1178, 1374, 1365, 1399]
strikes-subhead: Τὰ γυμνάσια, ὅμως, θὰ μείνουν ἀνοικτὰ καὶ οἱ μαθηταὶ ὀφείλουν νὰ προσέλθουν	[434, 133, 1138, 198]
student-paragraph: ΑΝΑΒΟΛΗ ΑΣΚΗΣΕΩΣ.— Ἡ ἄσκησις τοῦ ποινικοῦ δικαίου ἀναβάλλεται διὰ τὴν ἐρχομένην Τρίτην.	[6, 1309, 195, 1360]
